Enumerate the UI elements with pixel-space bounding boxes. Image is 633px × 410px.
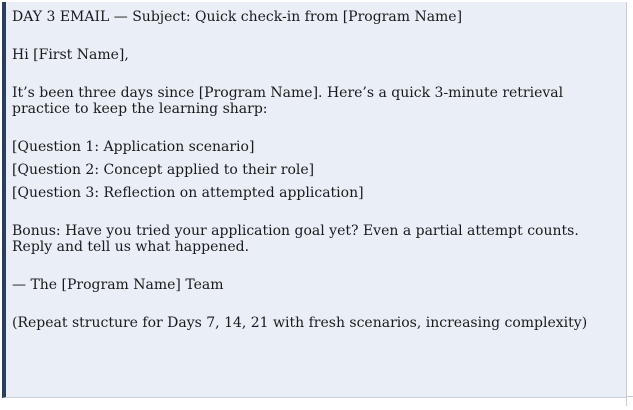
question-2: [Question 2: Concept applied to their role] [12, 162, 315, 178]
question-1: [Question 1: Application scenario] [12, 139, 255, 155]
panel-bottom-divider [626, 396, 633, 397]
question-3: [Question 3: Reflection on attempted application] [12, 185, 364, 201]
intro-paragraph: It’s been three days since [Program Name]. Here’s a quick 3-minute retrieval practice to keep the learning sharp: [12, 85, 564, 117]
greeting-line: Hi [First Name], [12, 47, 129, 63]
email-body [12, 9, 612, 331]
panel-right-divider [626, 2, 627, 406]
email-header-line: DAY 3 EMAIL — Subject: Quick check-in from [Program Name] [12, 9, 463, 25]
bonus-paragraph: Bonus: Have you tried your application goal yet? Even a partial attempt counts. Reply and tell us what happened. [12, 223, 579, 255]
signoff-line: — The [Program Name] Team [12, 277, 224, 293]
repeat-note: (Repeat structure for Days 7, 14, 21 with fresh scenarios, increasing complexity) [12, 315, 588, 331]
